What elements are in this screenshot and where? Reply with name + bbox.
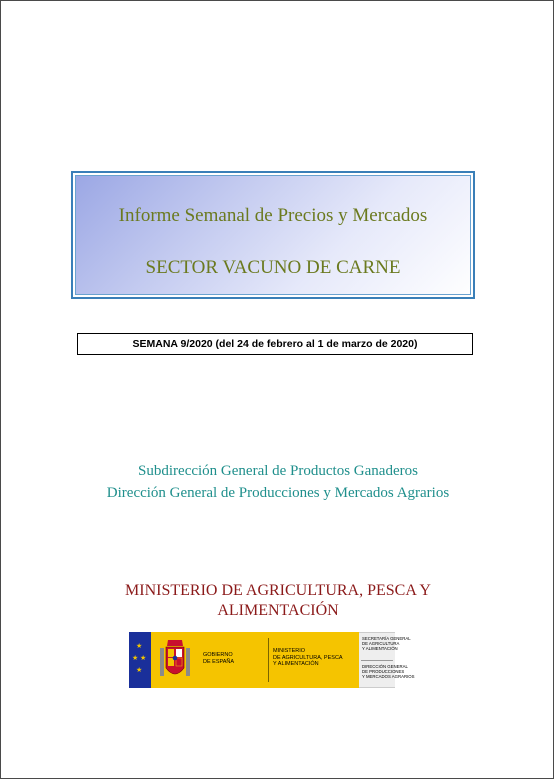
gobierno-line1: GOBIERNO bbox=[203, 652, 233, 658]
logo-separator bbox=[361, 660, 393, 661]
government-logo bbox=[129, 632, 415, 688]
direccion-line1: DIRECCIÓN GENERAL bbox=[362, 664, 408, 669]
ministry-name-line1: MINISTERIO DE AGRICULTURA, PESCA Y bbox=[125, 582, 431, 599]
secretaria-line1: SECRETARÍA GENERAL bbox=[362, 636, 411, 641]
ministry-name-line2: ALIMENTACIÓN bbox=[217, 602, 339, 619]
logo-grey-panel bbox=[359, 632, 415, 688]
direccion-line3: Y MERCADOS AGRARIOS bbox=[362, 674, 415, 679]
direccion-line2: DE PRODUCCIONES bbox=[362, 669, 405, 674]
sector-title: SECTOR VACUNO DE CARNE bbox=[145, 257, 401, 278]
ministerio-line2: DE AGRICULTURA, PESCA bbox=[273, 654, 343, 661]
direccion-label bbox=[362, 664, 424, 679]
secretaria-line2: DE AGRICULTURA bbox=[362, 641, 400, 646]
secretaria-label bbox=[362, 636, 424, 651]
direction-name: Dirección General de Producciones y Mercados Agrarios bbox=[106, 485, 450, 501]
gobierno-label bbox=[203, 652, 234, 665]
ministerio-line3: Y ALIMENTACIÓN bbox=[273, 661, 319, 667]
ministerio-line1: MINISTERIO bbox=[273, 648, 306, 654]
subdirection-name: Subdirección General de Productos Ganaderos bbox=[138, 463, 418, 479]
coat-of-arms-icon bbox=[159, 638, 191, 682]
week-label: SEMANA 9/2020 (del 24 de febrero al 1 de marzo de 2020) bbox=[77, 333, 473, 355]
ministerio-label bbox=[273, 648, 343, 668]
secretaria-line3: Y ALIMENTACIÓN bbox=[362, 646, 398, 651]
eu-flag-icon: ★ ★ ★ ★ bbox=[129, 632, 151, 688]
report-title: Informe Semanal de Precios y Mercados bbox=[118, 205, 428, 226]
title-box bbox=[71, 171, 475, 299]
logo-yellow-panel bbox=[151, 632, 359, 688]
logo-divider bbox=[268, 638, 269, 682]
gobierno-line2: DE ESPAÑA bbox=[203, 658, 235, 665]
